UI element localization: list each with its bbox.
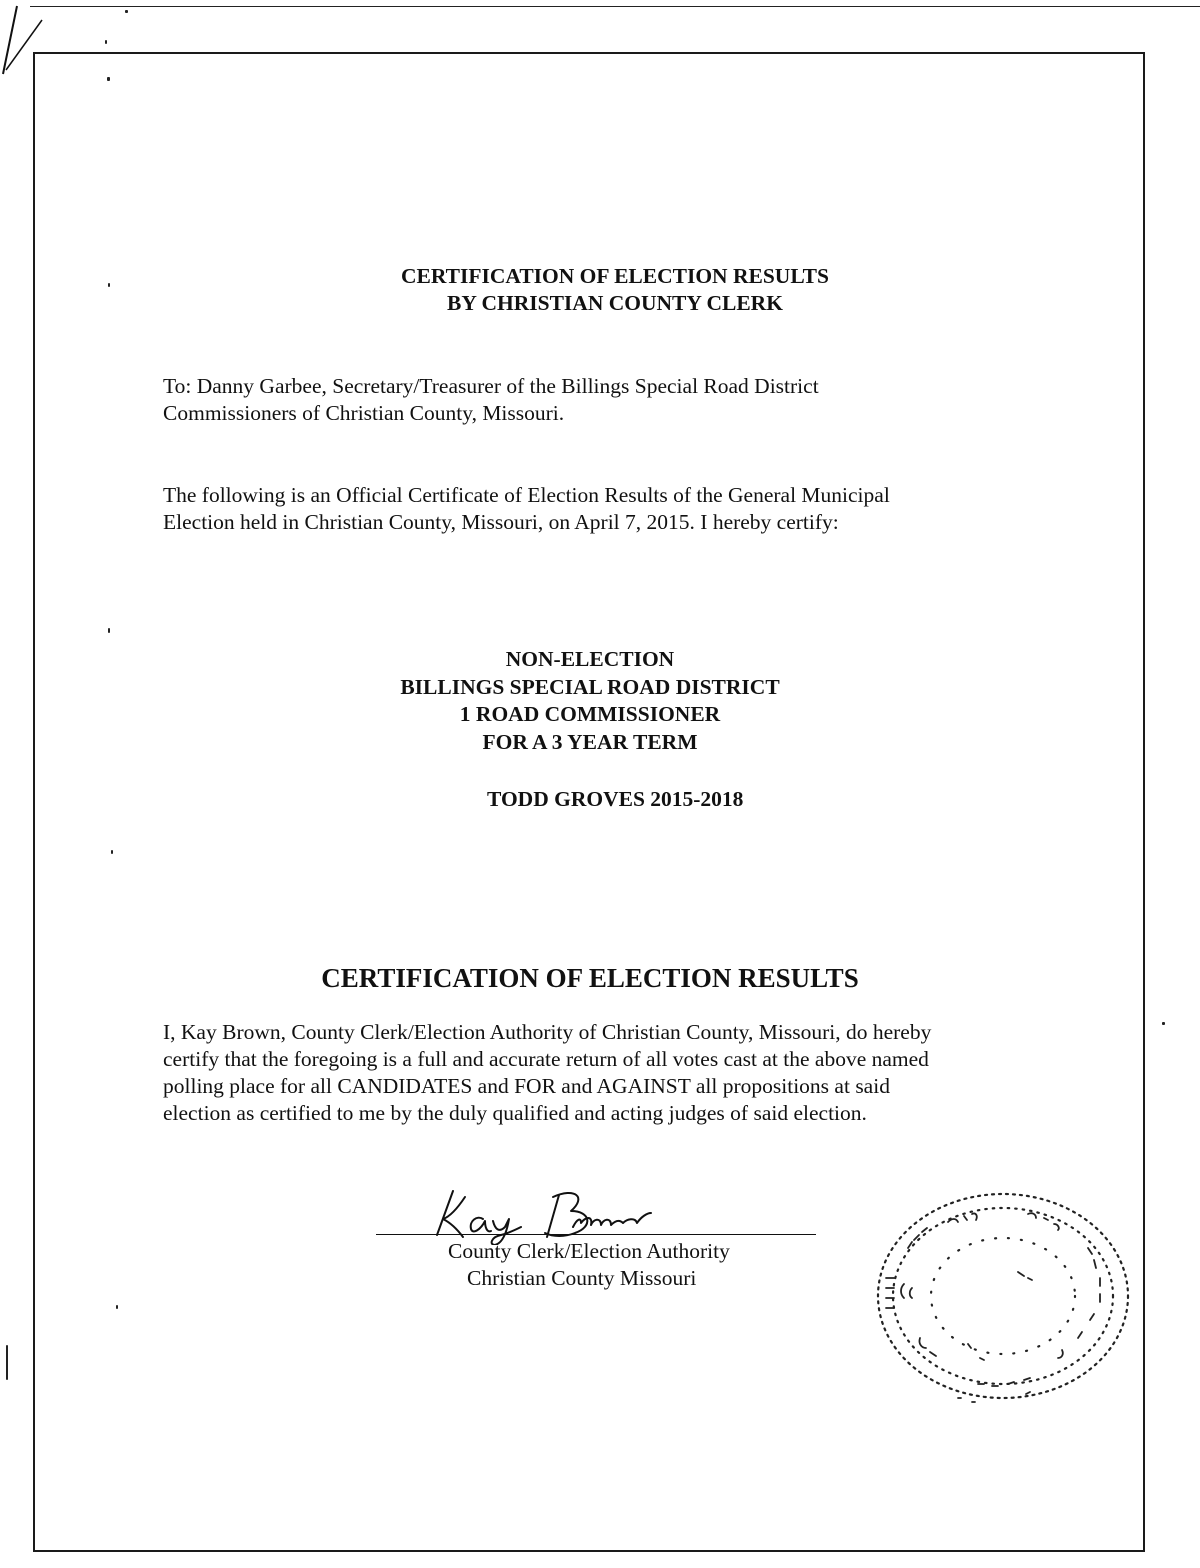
district-name: BILLINGS SPECIAL ROAD DISTRICT (400, 674, 780, 699)
scan-speck (1162, 1022, 1165, 1025)
certification-line: polling place for all CANDIDATES and FOR and AGAINST all propositions at said (163, 1074, 890, 1098)
header-subtitle: BY CHRISTIAN COUNTY CLERK (447, 291, 783, 315)
addressee-line: Commissioners of Christian County, Missouri. (163, 401, 565, 425)
elected-candidate: TODD GROVES 2015-2018 (487, 787, 744, 811)
election-details (0, 646, 1180, 756)
scan-speck (125, 10, 128, 13)
certification-title: CERTIFICATION OF ELECTION RESULTS (321, 963, 859, 993)
certification-line: certify that the foregoing is a full and accurate return of all votes cast at the above named (163, 1047, 929, 1071)
intro-line: Election held in Christian County, Missouri, on April 7, 2015. I hereby certify: (163, 510, 839, 534)
signer-county: Christian County Missouri (467, 1266, 697, 1290)
certification-paragraph (163, 1019, 931, 1127)
scan-speck (6, 1345, 8, 1380)
term-length: FOR A 3 YEAR TERM (482, 729, 698, 754)
certification-line: election as certified to me by the duly qualified and acting judges of said election. (163, 1101, 867, 1125)
addressee-paragraph (163, 373, 819, 427)
intro-paragraph (163, 482, 890, 536)
handwritten-signature (425, 1183, 665, 1245)
header-title: CERTIFICATION OF ELECTION RESULTS (401, 264, 829, 288)
signer-title: County Clerk/Election Authority (448, 1239, 730, 1263)
document-header (0, 263, 1200, 317)
top-edge-rule (30, 6, 1200, 7)
certification-line: I, Kay Brown, County Clerk/Election Authority of Christian County, Missouri, do hereby (163, 1020, 932, 1044)
embossed-county-seal (868, 1188, 1143, 1418)
office-name: 1 ROAD COMMISSIONER (459, 702, 721, 726)
scan-speck (105, 40, 107, 44)
election-type: NON-ELECTION (505, 647, 675, 671)
addressee-line: To: Danny Garbee, Secretary/Treasurer of the Billings Special Road District (163, 374, 819, 398)
signature-line (376, 1234, 816, 1235)
intro-line: The following is an Official Certificate of Election Results of the General Municipal (163, 483, 890, 507)
